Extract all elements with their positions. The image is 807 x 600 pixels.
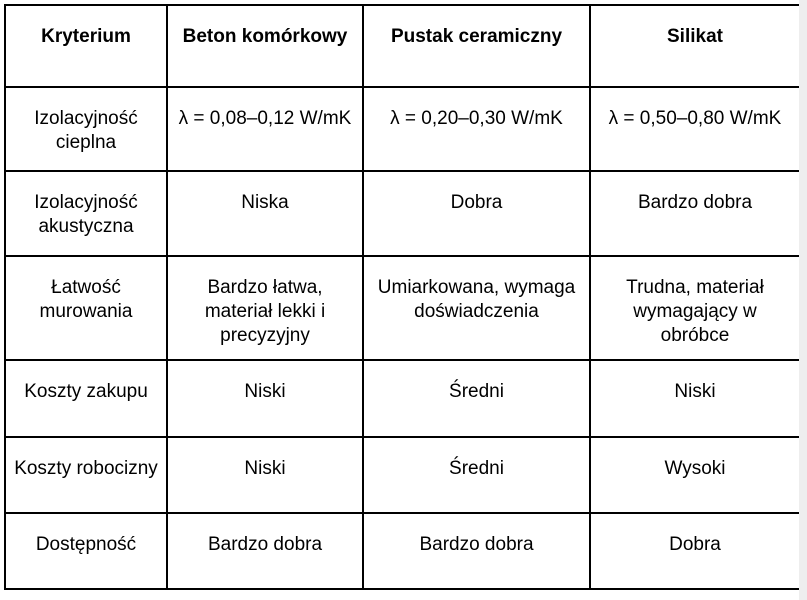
row-label: Łatwość murowania (5, 256, 167, 360)
row-label: Izolacyjność cieplna (5, 87, 167, 171)
comparison-table (4, 4, 801, 590)
comparison-table-container (4, 4, 801, 590)
table-cell: Umiarkowana, wymaga doświadczenia (363, 256, 590, 360)
row-label: Koszty robocizny (5, 437, 167, 513)
row-label: Izolacyjność akustyczna (5, 171, 167, 256)
header-aerated-concrete: Beton komórkowy (167, 5, 363, 87)
row-label: Dostępność (5, 513, 167, 589)
table-cell: Trudna, materiał wymagający w obróbce (590, 256, 800, 360)
table-cell: Niska (167, 171, 363, 256)
table-cell: Bardzo dobra (590, 171, 800, 256)
table-row (5, 513, 800, 589)
table-cell: Niski (167, 437, 363, 513)
table-cell: Niski (590, 360, 800, 437)
row-label: Koszty zakupu (5, 360, 167, 437)
table-cell: λ = 0,08–0,12 W/mK (167, 87, 363, 171)
table-cell: λ = 0,20–0,30 W/mK (363, 87, 590, 171)
table-row (5, 437, 800, 513)
header-silicate: Silikat (590, 5, 800, 87)
table-row (5, 256, 800, 360)
table-cell: λ = 0,50–0,80 W/mK (590, 87, 800, 171)
table-row (5, 87, 800, 171)
header-criterion: Kryterium (5, 5, 167, 87)
table-cell: Dobra (590, 513, 800, 589)
table-cell: Bardzo dobra (167, 513, 363, 589)
table-cell: Średni (363, 360, 590, 437)
scrollbar-track[interactable] (799, 0, 807, 600)
header-ceramic-block: Pustak ceramiczny (363, 5, 590, 87)
table-cell: Dobra (363, 171, 590, 256)
table-cell: Niski (167, 360, 363, 437)
table-cell: Bardzo dobra (363, 513, 590, 589)
table-cell: Bardzo łatwa, materiał lekki i precyzyjny (167, 256, 363, 360)
table-row (5, 360, 800, 437)
table-cell: Wysoki (590, 437, 800, 513)
table-header-row (5, 5, 800, 87)
table-row (5, 171, 800, 256)
table-cell: Średni (363, 437, 590, 513)
